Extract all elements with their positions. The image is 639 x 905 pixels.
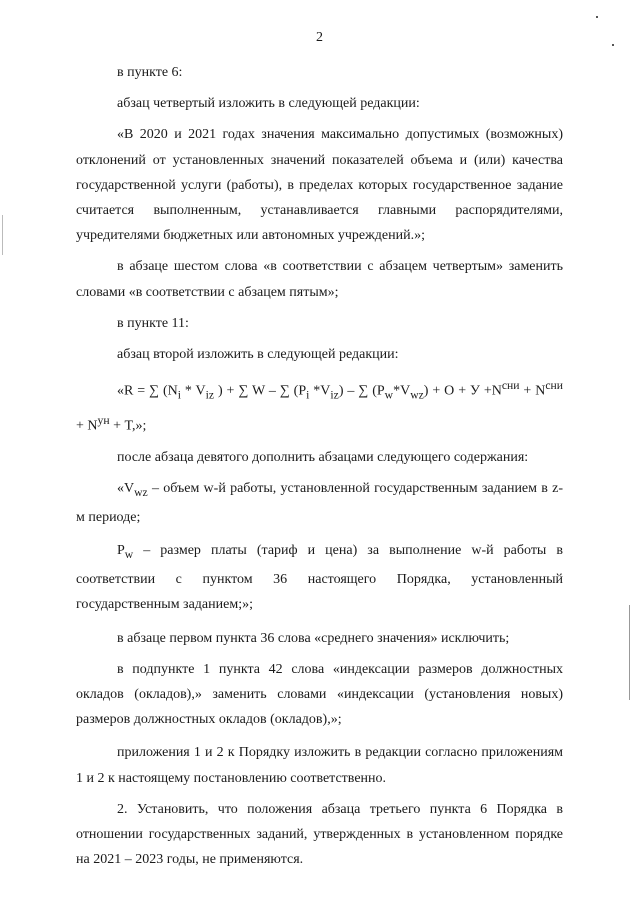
definition-pw: $P_w$ – размер платы (тариф и цена) за выполнение w-й работы в соответствии с пунктом 36 настоящего Порядка, установленный государственным заданием;»; <box>76 543 563 613</box>
scan-artifact-mark <box>612 44 614 46</box>
page-number: 2 <box>316 30 323 45</box>
definition-vwz: «$V_{wz}$ – объем w-й работы, установленной государственным заданием в z-м периоде; <box>76 480 563 525</box>
document-body <box>76 60 563 872</box>
paragraph-6: абзац второй изложить в следующей редакции: <box>117 347 399 363</box>
paragraph-5: в пункте 11: <box>117 315 189 331</box>
scan-artifact-mark <box>596 16 598 18</box>
paragraph-14: 2. Установить, что положения абзаца третьего пункта 6 Порядка в отношении государственных заданий, утвержденных в установленном порядке на 2021 – 2023 годы, не применяются. <box>76 801 563 868</box>
paragraph-2: абзац четвертый изложить в следующей редакции: <box>117 96 420 112</box>
paragraph-3: «В 2020 и 2021 годах значения максимально допустимых (возможных) отклонений от установленных значений показателей объема и (или) качества государственной услуги (работы), в пределах которых государственное задание считается выполненным, устанавливается главными распорядителями, учредителями бюджетных или автономных учреждений.»; <box>76 127 563 244</box>
paragraph-8: после абзаца девятого дополнить абзацами следующего содержания: <box>117 449 529 465</box>
paragraph-12: в подпункте 1 пункта 42 слова «индексации размеров должностных окладов (окладов),» заменить словами «индексации (установления новых) размеров должностных окладов (окладов),»; <box>76 661 563 728</box>
paragraph-13: приложения 1 и 2 к Порядку изложить в редакции согласно приложениям 1 и 2 к настоящему постановлению соответственно. <box>76 745 563 786</box>
paragraph-11: в абзаце первом пункта 36 слова «среднего значения» исключить; <box>117 630 510 646</box>
formula-paragraph: «R = ∑ ($N_i * V_{iz}$ ) + ∑ W – ∑ ($P_i$ $*V_{iz}$) – ∑ $(P_w*V_{wz}) + О + У +N^{сни} + N^{сни} + N^{ун} + T$,»; <box>76 379 563 434</box>
paragraph-4: в абзаце шестом слова «в соответствии с абзацем четвертым» заменить словами «в соответствии с абзацем пятым»; <box>76 259 563 300</box>
scan-edge-line <box>629 605 630 700</box>
scan-edge-line <box>2 215 3 255</box>
paragraph-1: в пункте 6: <box>117 65 183 80</box>
